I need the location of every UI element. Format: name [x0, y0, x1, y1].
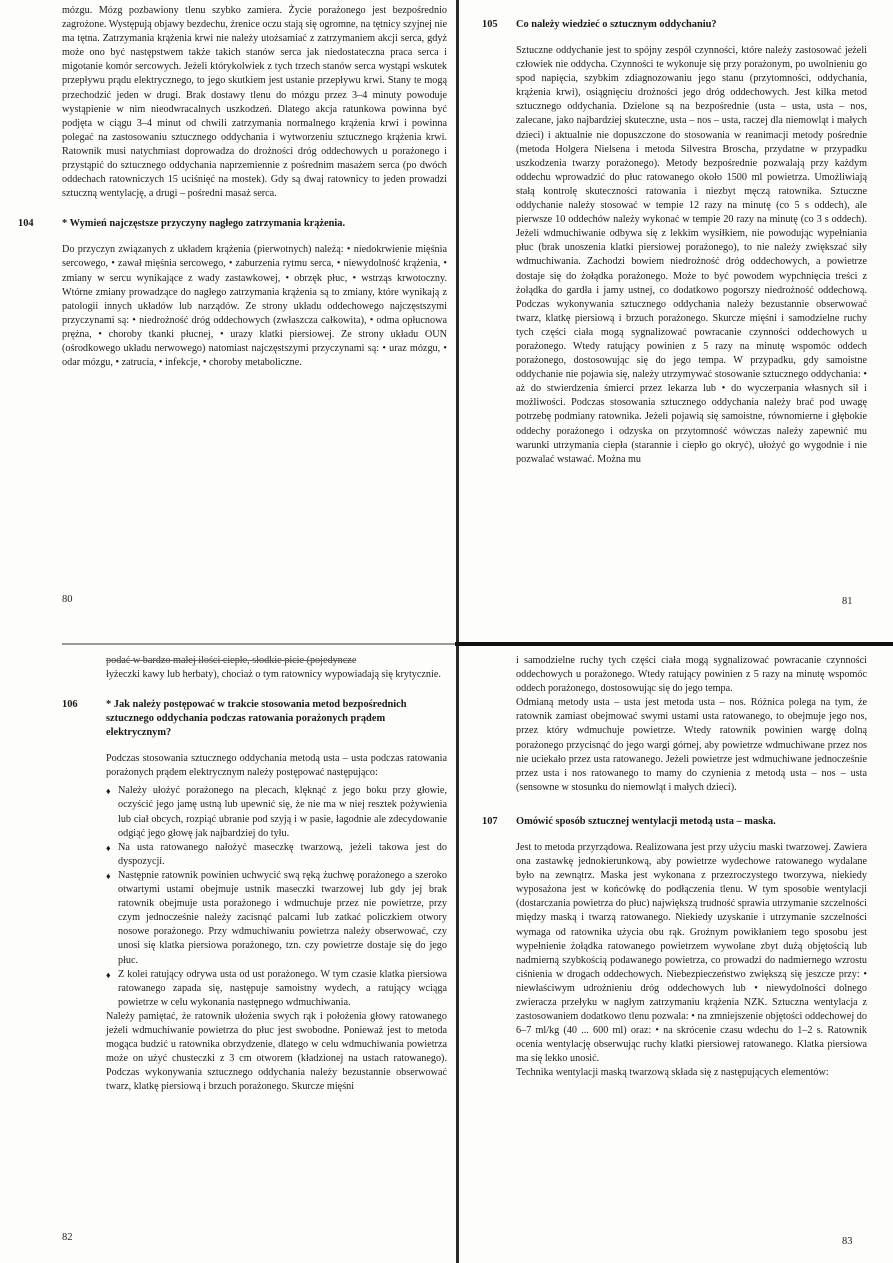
- question-105-answer: Sztuczne oddychanie jest to spójny zespół czynności, które należy zastosować jeżeli człowiek nie oddycha. Czynności te wykonuje się przy porażonym, po uwolnieniu go spod napięcia, szybkim zdiagnozowaniu jego stanu (przytomności, oddychania, krążenia krwi), osiągnięciu drożności jego dróg oddechowych. Jest kilka metod sztucznego oddychania. Dzielone są na bezpośrednie (usta – usta, usta – nos, zalecane, jako najbardziej skuteczne, usta – nos – usta, raczej dla niemowląt i małych dzieci) i aktualnie nie dopuszczone do stosowania w reanimacji metody pośrednie (metoda Holgera Nielsena i metoda Silvestra Broscha, przydatne w przypadku uszkodzenia twarzy porażonego). Metody bezpośrednie pozwalają przy każdym oddechu wprowadzić do płuc ratowanego około 1500 ml powietrza. Umożliwiają stałą kontrolę skuteczności ratowania i niezbyt męczą ratownika. Sztuczne oddychanie należy stosować w tempie 12 razy na minutę (co 5 s oddech), ale pierwsze 10 oddechów należy wykonać w tempie 20 razy na minutę (co 3 s oddech). Jeżeli wdmuchiwanie odbywa się z lekkim wysiłkiem, nie powodując wypełniania płuc (brak unoszenia klatki piersiowej porażonego), to nie należy zwiększać siły wdmuchiwania. Zachodzi bowiem niedrożność dróg oddechowych, a powietrze dostaje się do żołądka porażonego. Może to być powodem wypchnięcia treści z żołądka do gardła i jamy ustnej, co dodatkowo pogorszy niedrożność oddechową. Podczas wykonywania sztucznego oddychania należy bezustannie obserwować twarz, klatkę piersiową i brzuch porażonego. Skurcze mięśni i samodzielne ruchy tych części ciała mogą sygnalizować powracanie czynności oddechowych u porażonego. Wtedy ratujący powinien z 5 razy na minutę wspomóc oddech porażonego, dostosowując się do jego tempa. W przypadku, gdy samoistne oddychanie nie pojawia się, należy utrzymywać stosowanie sztucznego oddychania: • aż do stwierdzenia śmierci przez lekarza lub • do wyczerpania własnych sił i możliwości. Podczas stosowania sztucznego oddychania należy brać pod uwagę potrzebę podmiany ratownika. Jeżeli pojawią się samoistne, równomierne i głębokie oddechy porażonego i odzyska on przytomność wówczas należy zapewnić mu warunki utrzymania ciepła (starannie i ciepło go okryć), ułożyć go wygodnie i nie pozwalać wstawać. Można mu: [516, 45, 867, 465]
- step-item: ♦ Należy ułożyć porażonego na plecach, klęknąć z jego boku przy głowie, oczyścić jego jamę ustną lub upewnić się, że nie ma w niej resztek pożywienia lub ciał obcych, rozpiąć ubranie pod szyją i w pasie, łagodnie ale zdecydowanie odgiąć jego głowę jak najbardziej do tyłu.: [106, 784, 447, 840]
- question-106-steps: [106, 784, 447, 1010]
- question-107-answer-2: Technika wentylacji maską twarzową składa się z następujących elementów:: [516, 1067, 829, 1079]
- question-105-title: Co należy wiedzieć o sztucznym oddychaniu?: [516, 19, 717, 30]
- page83-intro-text: i samodzielne ruchy tych części ciała mogą sygnalizować powracanie czynności oddechowych u porażonego. Wtedy ratujący powinien z 5 razy na minutę wspomóc oddech porażonego, dostosowując się do jego tempa.: [516, 655, 867, 695]
- page-82: [62, 654, 447, 1254]
- question-106-number: 106: [62, 699, 78, 711]
- question-104-number: 104: [18, 218, 34, 230]
- page-number-80: 80: [62, 594, 73, 605]
- question-107-body: [482, 841, 867, 1081]
- step-item: ♦ Z kolei ratujący odrywa usta od ust porażonego. W tym czasie klatka piersiowa ratowanego zapada się, następuje samoistny wydech, a ratujący wciąga powietrze w celu wykonania następnego wdmuchiwania.: [106, 968, 447, 1010]
- question-104-heading: [18, 217, 447, 231]
- page82-intro-text: łyżeczki kawy lub herbaty), chociaż o tym ratownicy wypowiadają się krytycznie.: [106, 669, 441, 681]
- question-106-heading: [62, 698, 447, 740]
- question-106-title: * Jak należy postępować w trakcie stosowania metod bezpośrednich sztucznego oddychania podczas ratowania porażonych prądem elektrycznym?: [106, 699, 407, 739]
- question-104-answer: Do przyczyn związanych z układem krążenia (pierwotnych) należą: • niedokrwienie mięśnia sercowego, • zawał mięśnia sercowego, • zaburzenia rytmu serca, • niewydolność krążenia, • zmiany w sercu wynikające z wady zastawkowej, • obrzęk płuc, • wstrząs krwotoczny. Wtórne zmiany prowadzące do nagłego zatrzymania krążenia są to zmiany, które wynikają z patologii innych układów lub narządów. Ze strony układu oddechowego najczęstszymi przyczynami są: • niedrożność dróg oddechowych (zwłaszcza całkowita), • odma opłucnowa prężna, • choroby tkanki płucnej, • urazy klatki piersiowej. Ze strony układu OUN (ośrodkowego układu nerwowego) natomiast najczęstszymi przyczynami są: • uraz mózgu, • odar mózgu, • zatrucia, • infekcje, • choroby metaboliczne.: [62, 244, 447, 369]
- page-number-83: 83: [842, 1236, 853, 1247]
- question-106-text: Należy pamiętać, że ratownik ułożenia swych rąk i położenia głowy ratowanego jeżeli wdmuchiwanie powietrza do płuc jest swobodne. Ponieważ jest to metoda mogąca budzić u ratownika obrzydzenie, dlatego w celu wdmuchiwania powietrza może on użyć chusteczki z 3 cm otworem (kładzionej na ustach ratowanego). Podczas wykonywania sztucznego oddychania należy bezustannie obserwować twarz, klatkę piersiową i brzuch porażonego. Skurcze mięśni: [106, 1010, 447, 1093]
- page-number-82: 82: [62, 1232, 73, 1243]
- page-fold-line: [62, 643, 455, 645]
- step-item: ♦ Na usta ratowanego nałożyć maseczkę twarzową, jeżeli takowa jest do dyspozycji.: [106, 841, 447, 869]
- page-83: [482, 654, 867, 1254]
- page83-intro: [482, 654, 867, 795]
- question-107-title: Omówić sposób sztucznej wentylacji metodą usta – maska.: [516, 815, 776, 827]
- cut-off-line: podać w bardzo małej ilości ciepłe, słodkie picie (pojedyncze: [106, 655, 357, 666]
- page80-intro-text: mózgu. Mózg pozbawiony tlenu szybko zamiera. Życie porażonego jest bezpośrednio zagrożone. Występują objawy bezdechu, źrenice oczu stają się ogromne, na tętnicy szyjnej nie ma tętna. Zatrzymania krążenia krwi nie należy utożsamiać z zatrzymaniem akcji serca, gdyż może ono być następstwem także takich stanów serca jak niedostateczna praca serca i migotanie komór sercowych. Jeżeli którykolwiek z tych trzech stanów serca wystąpi wskutek przepływu prądu elektrycznego, to jego skutkiem jest ustanie przepływu krwi. Stany te mogą przechodzić jeden w drugi. Brak dostawy tlenu do mózgu przez 3–4 minuty powoduje wystąpienie w nim nieodwracalnych uszkodzeń. Dlatego akcja ratunkowa powinna być podjęta w ciągu 3–4 minut od chwili zatrzymania normalnego krążenia krwi i powinna polegać na zastosowaniu sztucznego oddychania i wytworzeniu sztucznego krążenia krwi. Ratownik musi natychmiast doprowadza do drożności dróg oddechowych u porażonego i przystąpić do sztucznego oddychania naprzemiennie z pośrednim masażem serca (po dwóch oddechach ratowniczych 15 uciśnięć na mostek). Gdy są dwaj ratownicy to jeden prowadzi sztuczną wentylację, a drugi – pośredni masaż serca.: [62, 5, 447, 200]
- page-number-81: 81: [842, 596, 853, 607]
- question-107-answer: Jest to metoda przyrządowa. Realizowana jest przy użyciu maski twarzowej. Zawiera ona zastawkę jednokierunkową, aby powietrze wydechowe ratowanego wydalane było na zewnątrz. Maska jest wykonana z przezroczystego tworzywa, niekiedy wyposażona jest w końcówkę do podłączenia tlenu. W tym sposobie wentylacji (dostarczania powietrza do płuc) największą trudność sprawia utrzymanie szczelności między maską i twarzą ratowanego. Niekiedy uzyskanie i utrzymanie szczelności wymaga od ratownika użycia obu rąk. Groźnym powikłaniem tego sposobu jest wypełnienie żołądka ratowanego powietrzem wywołane zbyt dużą objętością lub nadmierną szybkością podawanego powietrza, co prowadzi do nadmiernego wzrostu ciśnienia w drogach oddechowych. Niebezpieczeństwo zwiększą się jeszcze przy: • niewłaściwym udrożnieniu dróg oddechowych lub • niewydolności dolnego zwieracza przełyku w nagłym zatrzymaniu krążenia NZK. Sztuczna wentylacja z zastosowaniem dodatkowo tlenu pozwala: • na zmniejszenie objętości oddechowej do 6–7 ml/kg (40 ... 600 ml) oraz: • na skrócenie czasu wdechu do 1–2 s. Ratownik ocenia wentylację obserwując ruchy klatki piersiowej ratowanego. Klatka piersiowa ma się lekko unosić.: [516, 841, 867, 1065]
- page83-intro-text-2: Odmianą metody usta – usta jest metoda usta – nos. Różnica polega na tym, że ratownik zamiast obejmować swymi ustami usta ratowanego, to obejmuje jego nos, przez który wdmuchuje powietrze. Wtedy ratownik powinien wargę dolną porażonego przycisnąć do jego wargi górnej, aby powietrze wdmuchiwane przez nos nie uciekało przez usta ratowanego. Jeżeli powietrze jest wdmuchiwane jednocześnie przez usta i nos ratowanego to mamy do czynienia z metodą usta – nos – usta (sensowne w stosunku do niemowląt i małych dzieci).: [516, 697, 867, 793]
- question-106-lead: Podczas stosowania sztucznego oddychania metodą usta – usta podczas ratowania porażonych prądem elektrycznym należy postępować następująco:: [106, 753, 447, 779]
- page-81: [482, 4, 867, 614]
- question-107-number: 107: [482, 815, 498, 827]
- page-80: [18, 4, 447, 614]
- question-104-title: * Wymień najczęstsze przyczyny nagłego zatrzymania krążenia.: [62, 218, 346, 230]
- question-105-heading: [482, 18, 867, 32]
- page-fold-shadow: [455, 642, 893, 646]
- question-106-body: [62, 752, 447, 1094]
- question-107-heading: [482, 815, 867, 829]
- question-105-number: 105: [482, 19, 498, 30]
- book-spine: [456, 0, 459, 1263]
- step-item: ♦ Następnie ratownik powinien uchwycić swą ręką żuchwę porażonego a szeroko otwartymi ustami obejmuje ustnik maseczki twarzowej lub gdy jej brak ratownik obejmuje usta porażonego i wdmuchuje przez nie powietrze, przy czym jednocześnie należy zacisnąć palcami lub zatkać policzkiem otwory nosowe porażonego. Przy wdmuchiwaniu powietrza należy obserwować, czy unosi się klatka piersiowa porażonego, tzn. czy powietrze dostaje się do jego płuc.: [106, 869, 447, 968]
